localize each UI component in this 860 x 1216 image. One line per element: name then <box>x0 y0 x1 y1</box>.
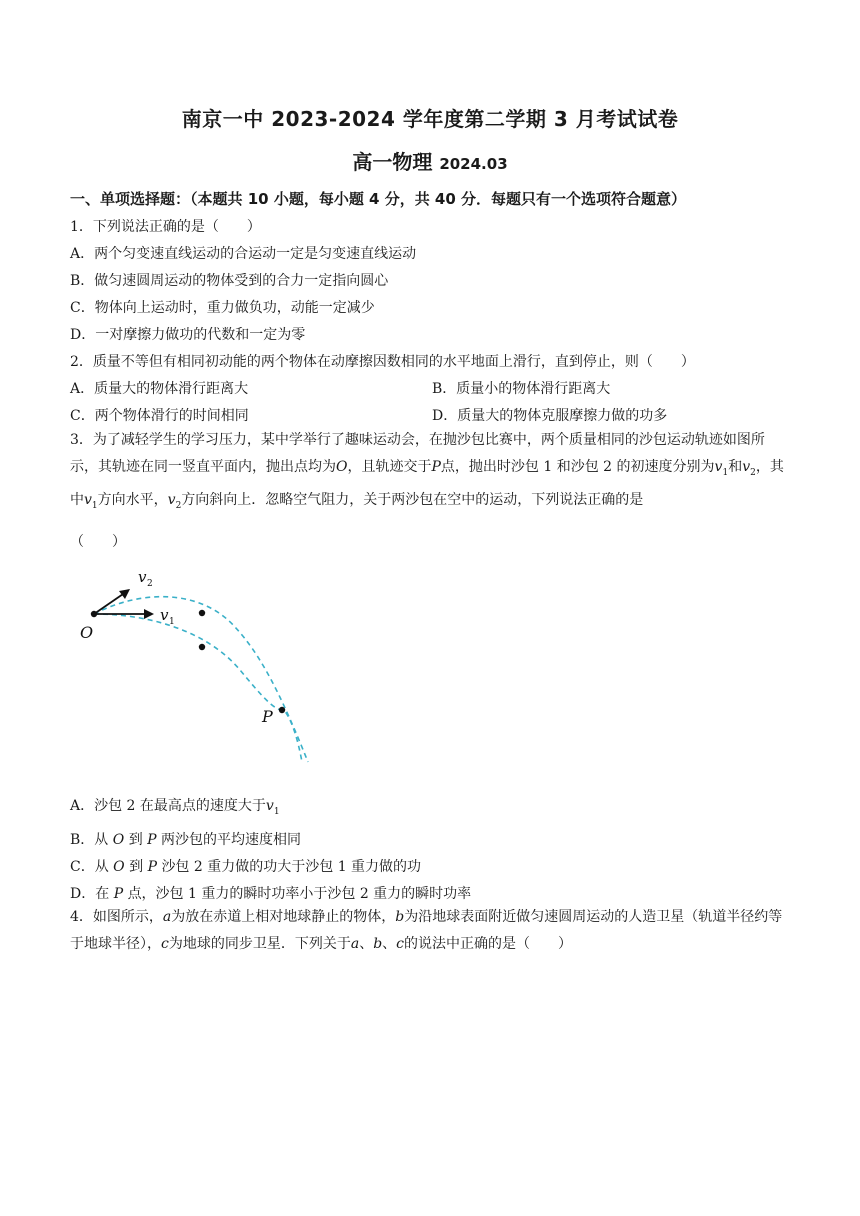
label-v2-sub: 2 <box>147 579 153 589</box>
exam-subtitle <box>0 146 860 175</box>
point-o-label: O <box>336 459 348 475</box>
trajectory-sandbag-2 <box>94 597 308 762</box>
trajectory-sandbag-1 <box>94 614 302 762</box>
subject-label: 高一物理 <box>352 150 433 174</box>
q1-option-c: C．物体向上运动时，重力做负功，动能一定减少 <box>70 300 375 316</box>
v2-arrowhead <box>119 589 130 599</box>
label-o: O <box>80 623 94 642</box>
q3-answer-blank: （ ） <box>70 534 126 550</box>
q2-option-d: D．质量大的物体克服摩擦力做的功多 <box>432 408 668 424</box>
section-heading: 一、单项选择题：（本题共 10 小题，每小题 4 分，共 40 分．每题只有一个选项符合题意） <box>70 190 687 208</box>
sandbag-2-highest-point <box>199 610 205 616</box>
point-p <box>279 707 285 713</box>
q1-option-b: B．做匀速圆周运动的物体受到的合力一定指向圆心 <box>70 273 389 289</box>
q3-option-a: A．沙包 2 在最高点的速度大于$v_1$ <box>70 798 280 817</box>
label-p: P <box>262 707 273 726</box>
q3-option-d: D．在 P 点，沙包 1 重力的瞬时功率小于沙包 2 重力的瞬时功率 <box>70 886 472 902</box>
point-o <box>91 611 97 617</box>
q3-option-b: B．从 O 到 P 两沙包的平均速度相同 <box>70 832 302 848</box>
q2-option-a: A．质量大的物体滑行距离大 <box>70 381 249 397</box>
exam-title: 南京一中 2023-2024 学年度第二学期 3 月考试试卷 <box>181 107 679 131</box>
label-v1: v <box>160 606 169 624</box>
q1-option-d: D．一对摩擦力做功的代数和一定为零 <box>70 327 306 343</box>
q3-option-c: C．从 O 到 P 沙包 2 重力做的功大于沙包 1 重力做的功 <box>70 859 422 875</box>
q4-stem: 4．如图所示，a为放在赤道上相对地球静止的物体，b为沿地球表面附近做匀速圆周运动的人造卫星（轨道半径约等于地球半径），c为地球的同步卫星．下列关于a、b、c的说法中正确的是（ ） <box>70 909 783 952</box>
q1-stem: 1．下列说法正确的是（ ） <box>70 219 261 235</box>
projectile-figure <box>70 562 340 771</box>
sandbag-1-point <box>199 644 205 650</box>
q1-option-a: A．两个匀变速直线运动的合运动一定是匀变速直线运动 <box>70 246 417 262</box>
label-v1-sub: 1 <box>169 617 175 627</box>
exam-date: 2024.03 <box>439 155 508 173</box>
q3-stem: 3．为了减轻学生的学习压力，某中学举行了趣味运动会，在抛沙包比赛中，两个质量相同的沙包运动轨迹如图所示，其轨迹在同一竖直平面内，抛出点均为O，且轨迹交于P点，抛出时沙包 1 和沙包 2 的初速度分别为$v_1$和$v_2$，其中$v_1$方向水平，$v_2$方向斜向上．忽略空气阻力，关于两沙包在空中的运动，下列说法正确的是 <box>70 432 784 511</box>
q2-stem: 2．质量不等但有相同初动能的两个物体在动摩擦因数相同的水平地面上滑行，直到停止，则（ ） <box>70 354 695 370</box>
v1-arrowhead <box>144 609 154 619</box>
q2-option-c: C．两个物体滑行的时间相同 <box>70 408 249 424</box>
label-v2: v <box>138 568 147 586</box>
point-p-label: P <box>431 459 441 475</box>
q2-option-b: B．质量小的物体滑行距离大 <box>432 381 611 397</box>
